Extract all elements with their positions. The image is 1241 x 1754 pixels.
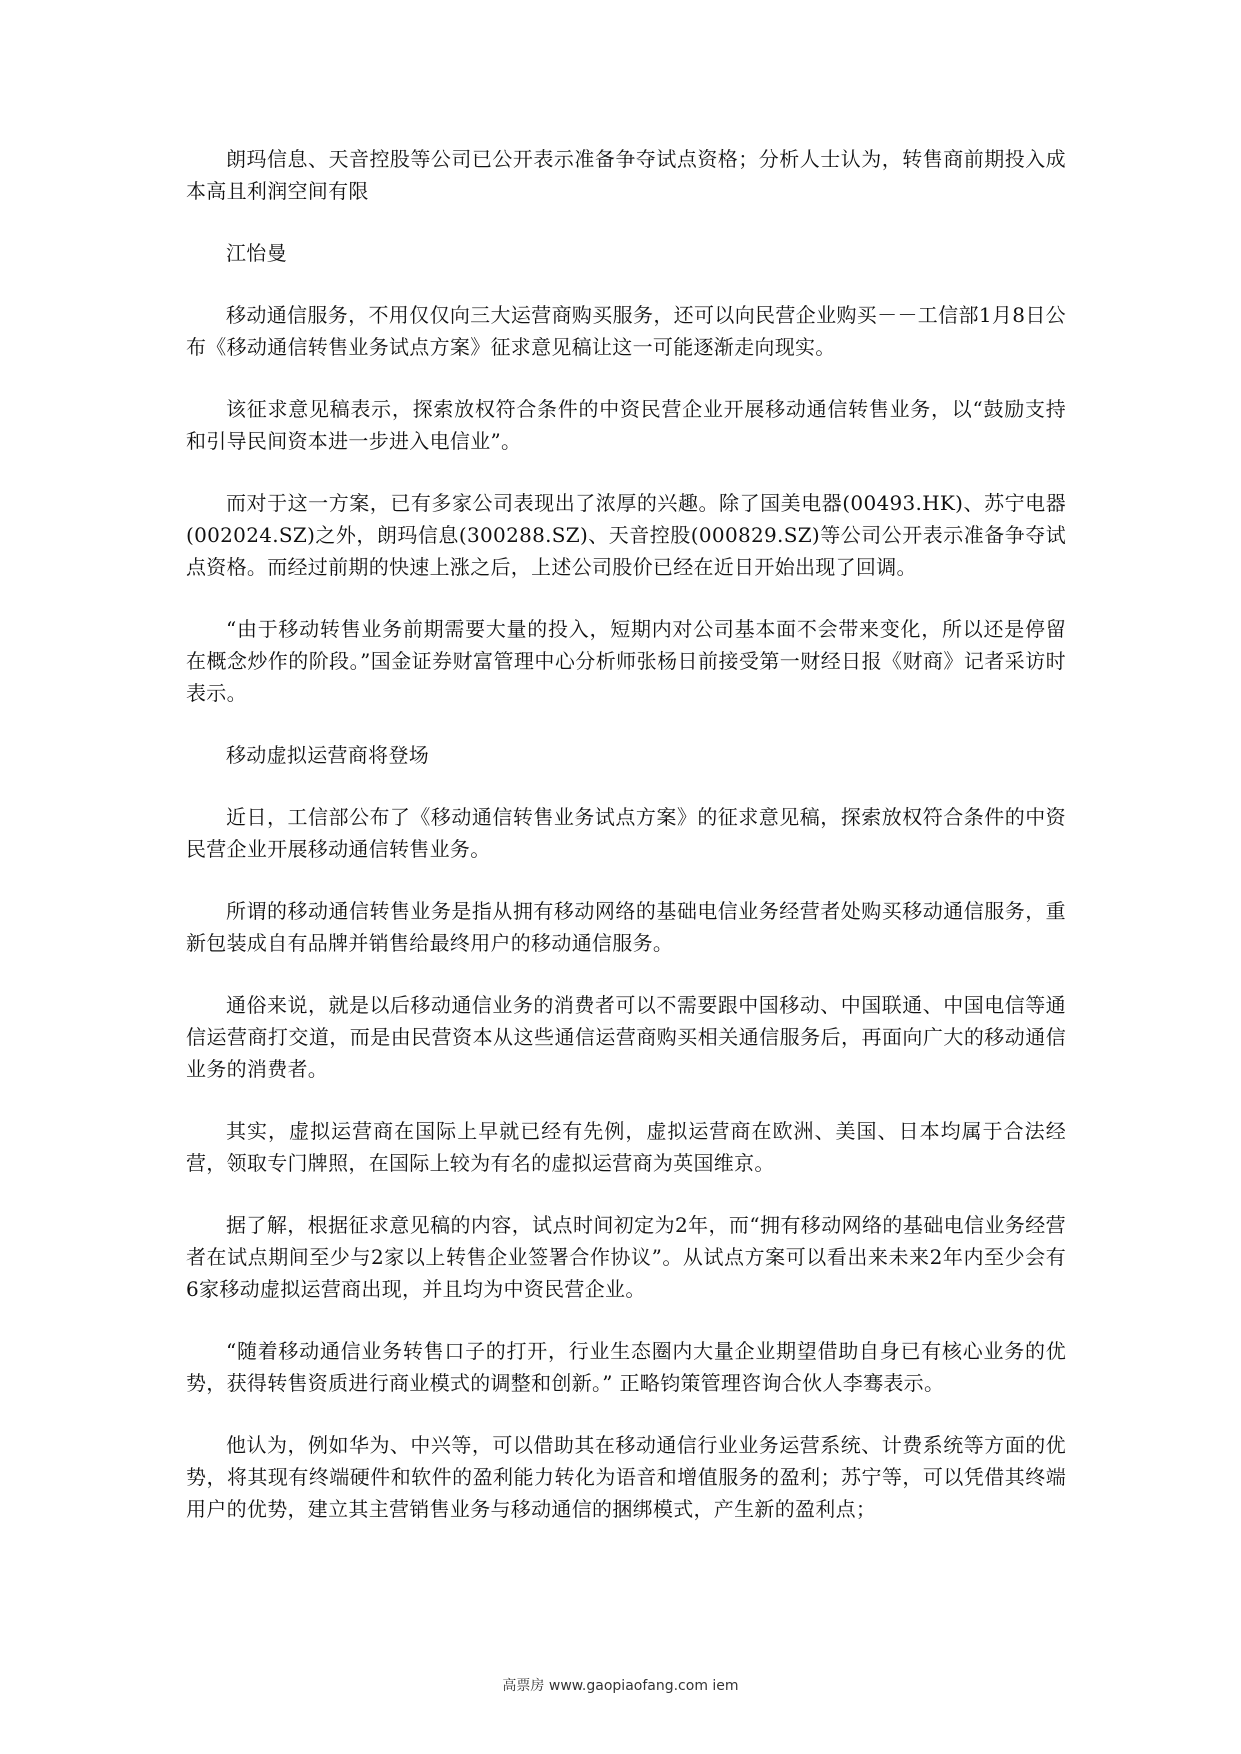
paragraph: 他认为，例如华为、中兴等，可以借助其在移动通信行业业务运营系统、计费系统等方面的优势，将其现有终端硬件和软件的盈利能力转化为语音和增值服务的盈利；苏宁等，可以凭借其终端用户的优势，建立其主营销售业务与移动通信的捆绑模式，产生新的盈利点； bbox=[186, 1433, 1066, 1521]
paragraph: 移动通信服务，不用仅仅向三大运营商购买服务，还可以向民营企业购买－－工信部1月8日公布《移动通信转售业务试点方案》征求意见稿让这一可能逐渐走向现实。 bbox=[186, 303, 1066, 359]
author-name: 江怡曼 bbox=[226, 241, 287, 265]
paragraph: 近日，工信部公布了《移动通信转售业务试点方案》的征求意见稿，探索放权符合条件的中资民营企业开展移动通信转售业务。 bbox=[186, 805, 1066, 861]
paragraph: 据了解，根据征求意见稿的内容，试点时间初定为2年，而“拥有移动网络的基础电信业务经营者在试点期间至少与2家以上转售企业签署合作协议”。从试点方案可以看出来未来2年内至少会有6家移动虚拟运营商出现，并且均为中资民营企业。 bbox=[186, 1213, 1066, 1301]
paragraph: 而对于这一方案，已有多家公司表现出了浓厚的兴趣。除了国美电器(00493.HK)、苏宁电器(002024.SZ)之外，朗玛信息(300288.SZ)、天音控股(000829.SZ)等公司公开表示准备争夺试点资格。而经过前期的快速上涨之后，上述公司股价已经在近日开始出现了回调。 bbox=[186, 491, 1066, 579]
paragraph: 该征求意见稿表示，探索放权符合条件的中资民营企业开展移动通信转售业务，以“鼓励支持和引导民间资本进一步进入电信业”。 bbox=[186, 397, 1066, 453]
page-footer: 高票房 www.gaopiaofang.com iem bbox=[502, 1678, 739, 1694]
paragraph: “由于移动转售业务前期需要大量的投入，短期内对公司基本面不会带来变化，所以还是停留在概念炒作的阶段。”国金证券财富管理中心分析师张杨日前接受第一财经日报《财商》记者采访时表示。 bbox=[186, 617, 1066, 705]
lead-summary: 朗玛信息、天音控股等公司已公开表示准备争夺试点资格；分析人士认为，转售商前期投入成本高且利润空间有限 bbox=[186, 147, 1066, 203]
paragraph: 通俗来说，就是以后移动通信业务的消费者可以不需要跟中国移动、中国联通、中国电信等通信运营商打交道，而是由民营资本从这些通信运营商购买相关通信服务后，再面向广大的移动通信业务的消费者。 bbox=[186, 993, 1066, 1081]
paragraph: 所谓的移动通信转售业务是指从拥有移动网络的基础电信业务经营者处购买移动通信服务，重新包装成自有品牌并销售给最终用户的移动通信服务。 bbox=[186, 899, 1066, 955]
paragraph: “随着移动通信业务转售口子的打开，行业生态圈内大量企业期望借助自身已有核心业务的优势，获得转售资质进行商业模式的调整和创新。” 正略钧策管理咨询合伙人李骞表示。 bbox=[186, 1339, 1066, 1395]
paragraph: 其实，虚拟运营商在国际上早就已经有先例，虚拟运营商在欧洲、美国、日本均属于合法经营，领取专门牌照，在国际上较为有名的虚拟运营商为英国维京。 bbox=[186, 1119, 1066, 1175]
article-body bbox=[186, 143, 1066, 1555]
section-heading: 移动虚拟运营商将登场 bbox=[226, 743, 429, 767]
